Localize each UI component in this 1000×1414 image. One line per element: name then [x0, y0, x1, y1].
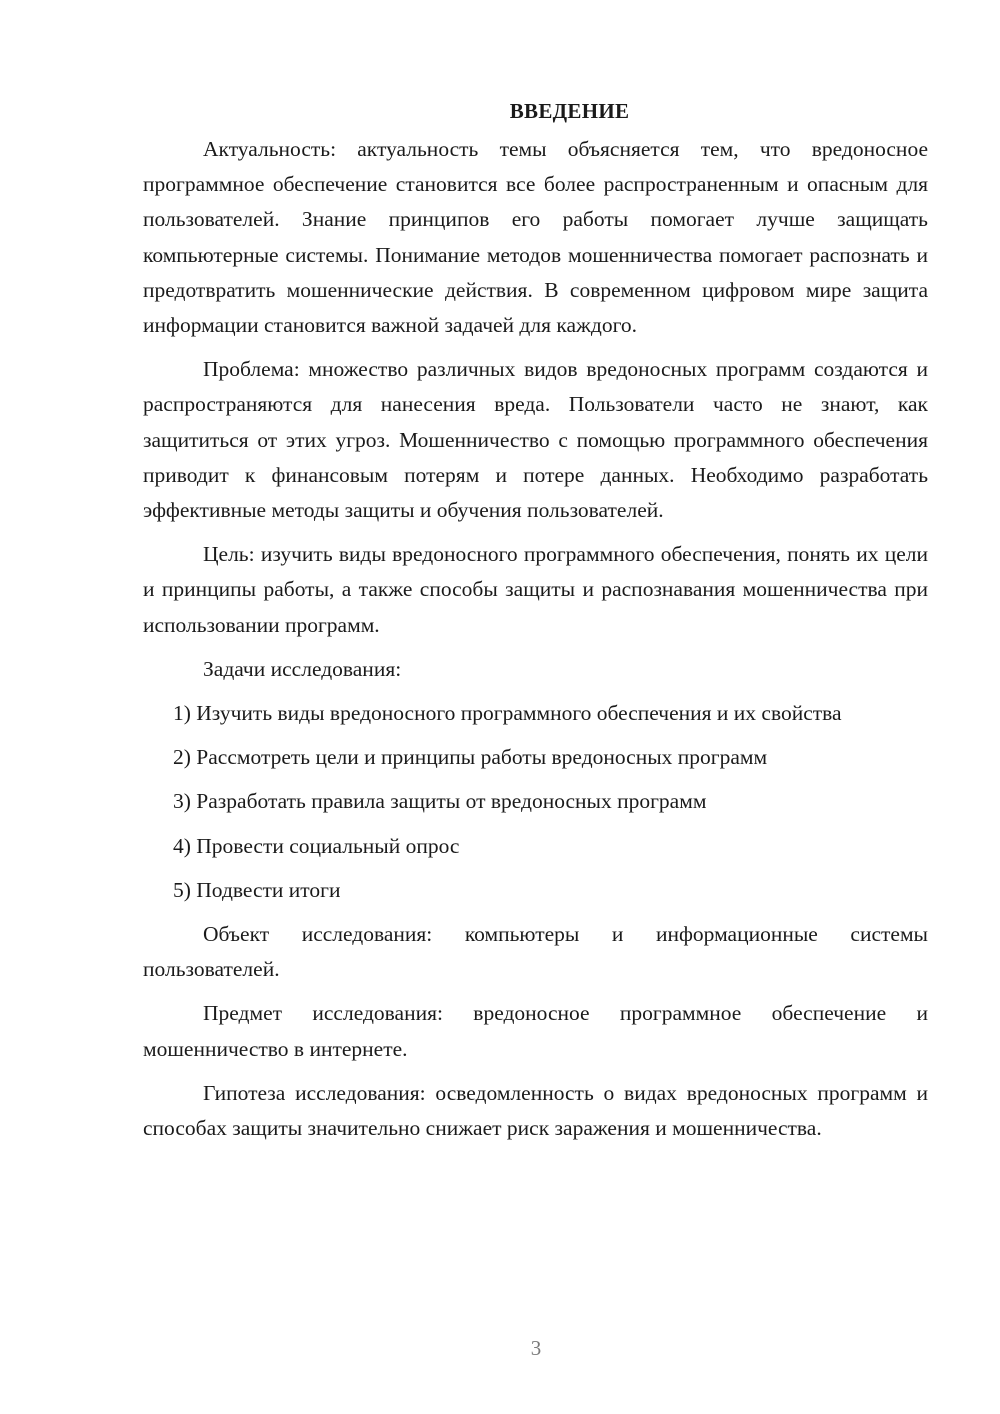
paragraph-goal: Цель: изучить виды вредоносного программного обеспечения, понять их цели и принципы работы, а также способы защиты и распознавания мошенничества при использовании программ. [143, 542, 928, 637]
paragraph-hypothesis: Гипотеза исследования: осведомленность о видах вредоносных программ и способах защиты значительно снижает риск заражения и мошенничества. [143, 1080, 928, 1141]
task-item-2: 2) Рассмотреть цели и принципы работы вредоносных программ [173, 745, 768, 770]
task-item-1: 1) Изучить виды вредоносного программного обеспечения и их свойства [173, 701, 842, 726]
paragraph-relevance: Актуальность: актуальность темы объясняется тем, что вредоносное программное обеспечение становится все более распространенным и опасным для пользователей. Знание принципов его работы помогает лучше защищать компьютерные системы. Понимание методов мошенничества помогает распознать и предотвратить мошеннические действия. В современном цифровом мире защита информации становится важной задачей для каждого. [143, 137, 928, 338]
paragraph-subject: Предмет исследования: вредоносное программное обеспечение и мошенничество в интернете. [143, 1001, 928, 1061]
section-title: ВВЕДЕНИЕ [509, 99, 630, 123]
page-number: 3 [530, 1336, 542, 1360]
page-body [143, 94, 928, 1146]
task-item-5: 5) Подвести итоги [173, 877, 341, 902]
paragraph-problem: Проблема: множество различных видов вредоносных программ создаются и распространяются для нанесения вреда. Пользователи часто не знают, как защититься от этих угроз. Мошенничество с помощью программного обеспечения приводит к финансовым потерям и потере данных. Необходимо разработать эффективные методы защиты и обучения пользователей. [143, 357, 928, 523]
task-item-3: 3) Разработать правила защиты от вредоносных программ [173, 789, 707, 814]
task-item-4: 4) Провести социальный опрос [173, 833, 460, 858]
paragraph-object: Объект исследования: компьютеры и информационные системы пользователей. [143, 922, 928, 982]
tasks-heading: Задачи исследования: [203, 656, 402, 681]
